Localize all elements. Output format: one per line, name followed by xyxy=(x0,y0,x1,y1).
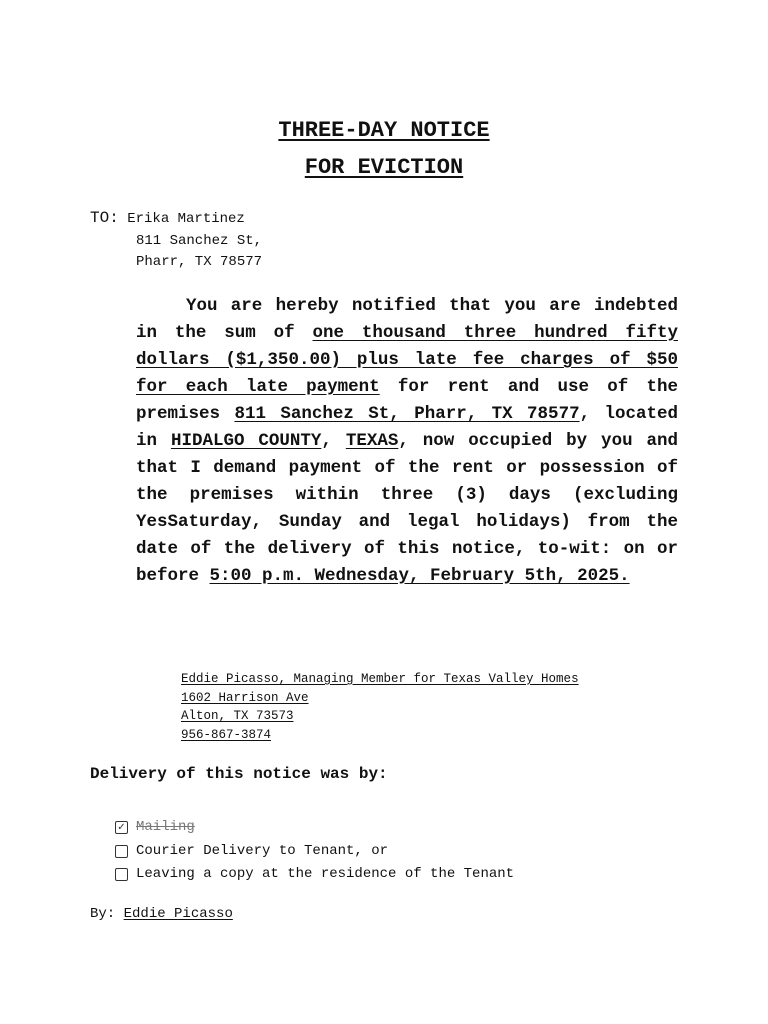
recipient-name: Erika Martinez xyxy=(127,211,245,227)
delivery-option-label: Mailing xyxy=(136,819,195,835)
delivery-option-mailing[interactable] xyxy=(115,816,514,840)
delivery-option-label: Courier Delivery to Tenant, or xyxy=(136,842,389,859)
signer-name: Eddie Picasso xyxy=(123,906,233,922)
delivery-option-label: Leaving a copy at the residence of the Tenant xyxy=(136,866,515,882)
signature-line xyxy=(90,906,233,922)
title-line-2: FOR EVICTION xyxy=(304,155,464,180)
title-line-1: THREE-DAY NOTICE xyxy=(278,118,490,143)
delivery-option-courier[interactable] xyxy=(115,840,514,864)
premises-address: 811 Sanchez St, Pharr, TX 78577 xyxy=(234,404,580,424)
payment-deadline: 5:00 p.m. Wednesday, February 5th, 2025. xyxy=(209,566,630,586)
landlord-name: Eddie Picasso, Managing Member for Texas Valley Homes xyxy=(181,672,579,686)
delivery-option-residence[interactable] xyxy=(115,863,514,887)
recipient-street: 811 Sanchez St, xyxy=(136,232,263,249)
recipient-city: Pharr, TX 78577 xyxy=(136,254,263,270)
body-text-2: for rent and use of the premises xyxy=(136,377,678,424)
landlord-city: Alton, TX 73573 xyxy=(181,709,294,723)
state-name: TEXAS xyxy=(345,431,399,451)
checkbox-icon[interactable] xyxy=(115,868,128,881)
body-text-5: , now occupied by you and that I demand payment of the rent or possession of the premises within three (3) days (excluding YesSaturday, Sunday and legal holidays) from the date of the delivery of this notice, to-wit: on or before xyxy=(136,431,678,586)
delivery-heading: Delivery of this notice was by: xyxy=(90,765,388,783)
body-text-4: , xyxy=(321,431,346,451)
body-text-3: , located in xyxy=(136,404,679,451)
notice-title xyxy=(0,112,768,186)
body-text-1: You are hereby notified that you are indebted in the sum of xyxy=(136,296,678,343)
landlord-street: 1602 Harrison Ave xyxy=(181,690,309,705)
to-label: TO: xyxy=(90,209,119,227)
checked-checkbox-icon[interactable]: ✓ xyxy=(115,821,128,834)
notice-body xyxy=(136,293,678,590)
amount-owed: one thousand three hundred fifty dollars ($1,350.00) plus late fee charges of $50 for each late payment xyxy=(136,323,678,397)
landlord-info xyxy=(181,670,579,744)
recipient-address xyxy=(90,208,262,274)
landlord-phone: 956-867-3874 xyxy=(181,727,272,742)
checkbox-icon[interactable] xyxy=(115,845,128,858)
county-name: HIDALGO COUNTY xyxy=(170,431,322,451)
delivery-options xyxy=(115,816,514,887)
by-label: By: xyxy=(90,906,116,922)
